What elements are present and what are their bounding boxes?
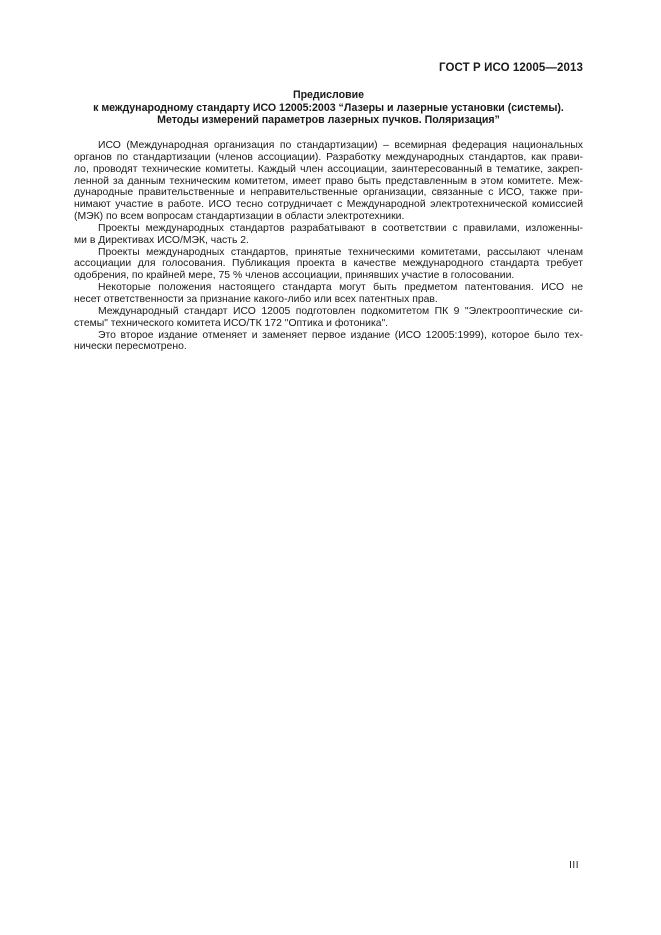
text-line: Проекты международных стандартов разрабатывают в соответствии с правилами, изложенны- — [98, 222, 583, 234]
text-line: одобрения, по крайней мере, 75 % членов ассоциации, принявших участие в голосовании. — [74, 270, 515, 282]
foreword-title — [74, 89, 583, 127]
paragraph-iso-intro — [74, 140, 583, 223]
title-line: Методы измерений параметров лазерных пучков. Поляризация” — [157, 114, 500, 127]
text-line: ИСО (Международная организация по стандартизации) – всемирная федерация национальных — [98, 140, 583, 151]
text-line: нимают участие в работе. ИСО тесно сотрудничает с Международной электротехнической комиссией — [74, 199, 583, 211]
text-line: Это второе издание отменяет и заменяет первое издание (ИСО 12005:1999), которое было тех- — [98, 329, 583, 341]
paragraph-prepared-by — [74, 306, 583, 330]
text-line: нически пересмотрено. — [74, 341, 187, 353]
text-line: (МЭК) по всем вопросам стандартизации в области электротехники. — [74, 211, 405, 223]
text-line: Некоторые положения настоящего стандарта могут быть предметом патентования. ИСО не — [98, 282, 583, 294]
document-code: ГОСТ Р ИСО 12005—2013 — [438, 62, 583, 74]
page-number: III — [569, 860, 579, 871]
text-line: ло, проводят технические комитеты. Каждый член ассоциации, заинтересованный в тематике, закреп- — [74, 163, 583, 175]
paragraph-voting — [74, 247, 583, 283]
title-line: Предисловие — [292, 89, 365, 101]
text-line: несет ответственности за признание какого-либо или всех патентных прав. — [74, 293, 438, 305]
text-line: ассоциации для голосования. Публикация проекта в качестве международного стандарта требует — [74, 258, 583, 270]
paragraph-patents — [74, 282, 583, 306]
text-line: Международный стандарт ИСО 12005 подготовлен подкомитетом ПК 9 "Электрооптические си- — [98, 305, 583, 317]
text-line: дународные правительственные и неправительственные организации, связанные с ИСО, также при- — [74, 187, 583, 199]
paragraph-edition — [74, 330, 583, 354]
text-line: Проекты международных стандартов, принятые техническими комитетами, рассылают членам — [98, 246, 583, 258]
text-line: ми в Директивах ИСО/МЭК, часть 2. — [74, 234, 249, 246]
paragraph-drafting-rules — [74, 223, 583, 247]
text-line: ленной за данным техническим комитетом, имеет право быть представленным в этом комитете. Меж- — [74, 175, 583, 187]
foreword-body — [74, 140, 583, 353]
text-line: органов по стандартизации (членов ассоциации). Разработку международных стандартов, как прави- — [74, 151, 583, 163]
title-line: к международному стандарту ИСО 12005:2003 “Лазеры и лазерные установки (системы). — [93, 101, 564, 114]
text-line: стемы" технического комитета ИСО/ТК 172 "Оптика и фотоника". — [74, 317, 389, 329]
